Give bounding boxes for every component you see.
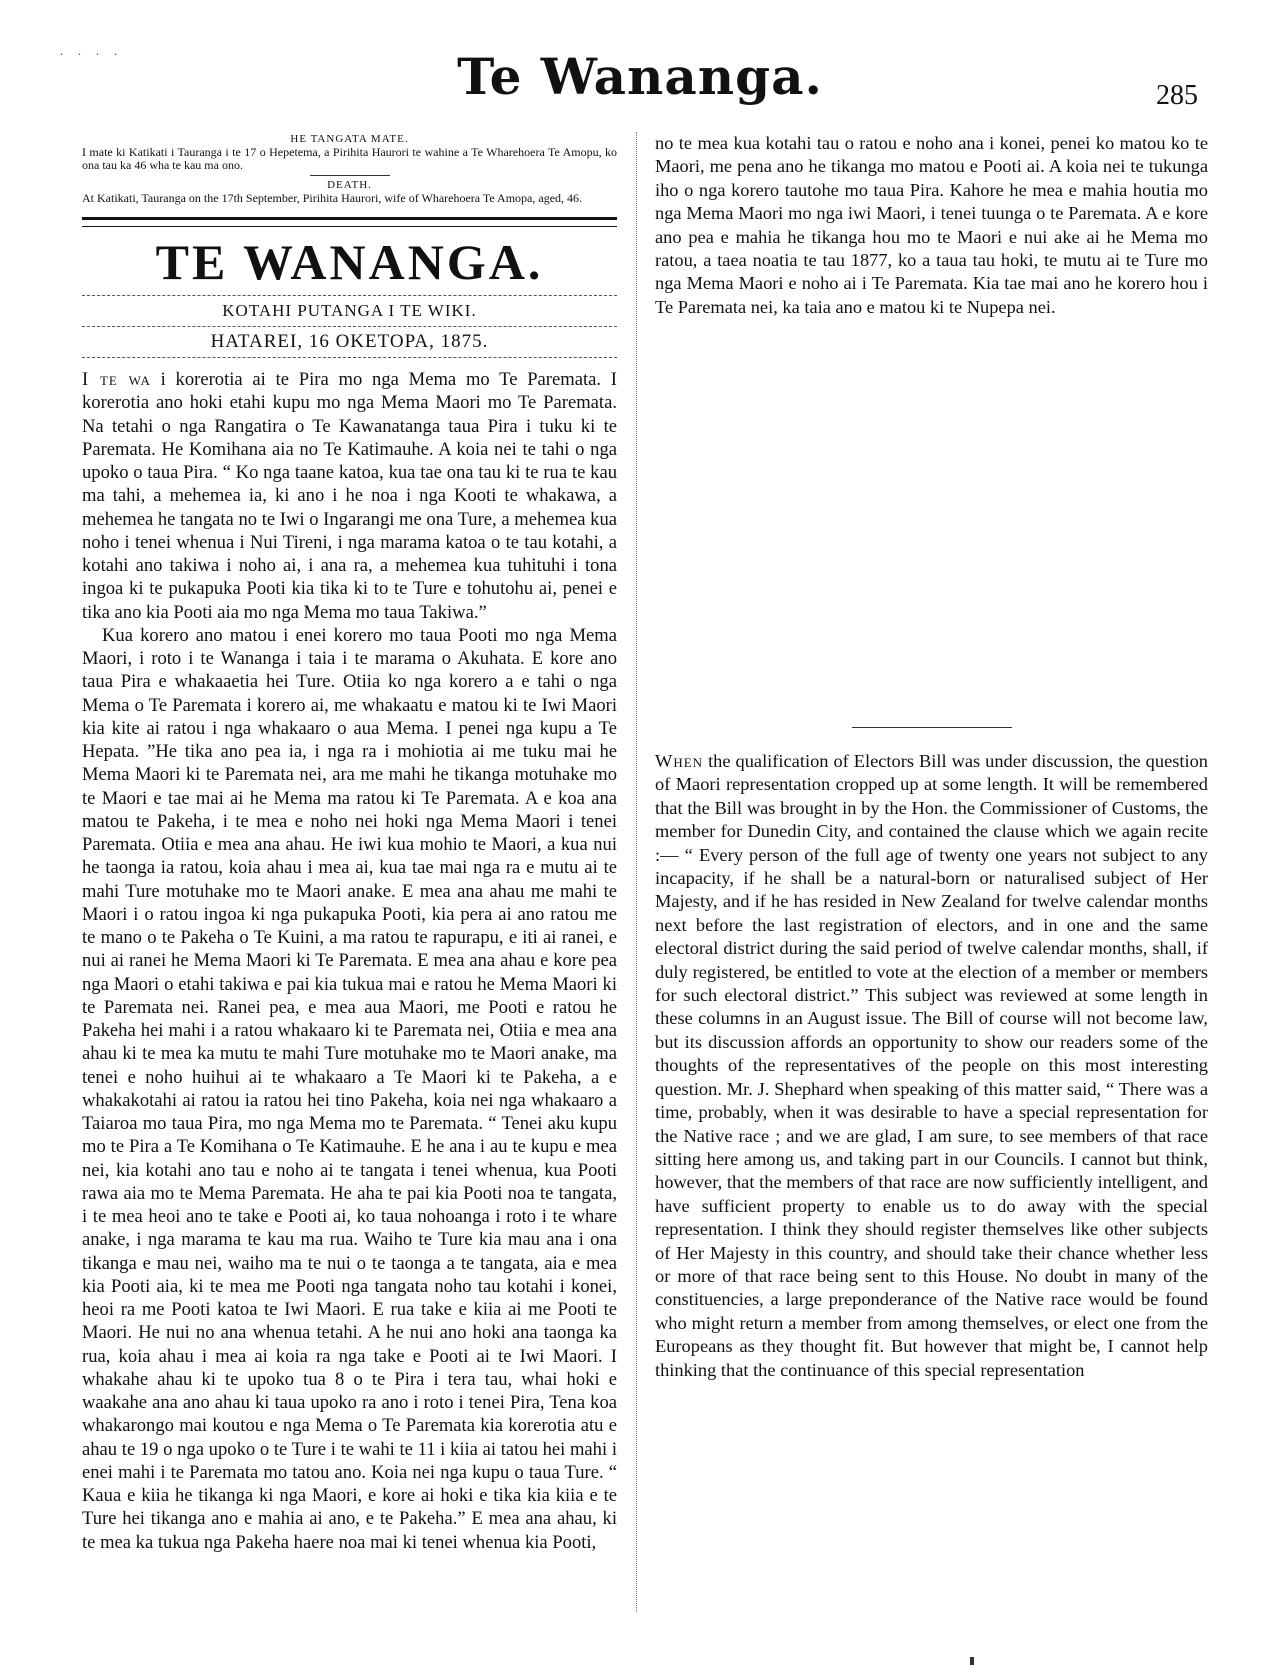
- english-article: When the qualification of Electors Bill was under discussion, the question of Maori representation cropped up at some length. It will be remembered that the Bill was brought in by the Hon. the Commissioner of Customs, the member for Dunedin City, and contained the clause which we again recite :— “ Every person of the full age of twenty one years not subject to any incapacity, if he shall be a natural-born or naturalised subject of Her Majesty, and if he has resided in New Zealand for twelve calendar months next before the last registration of electors, and in one and the same electoral district during the said period of twelve calendar months, shall, if duly registered, be entitled to vote at the election of a member or members for such electoral district.” This subject was reviewed at some length in these columns in an August issue. The Bill of course will not become law, but its discussion affords an opportunity to show our readers some of the thoughts of the representatives of the people on this most interesting question. Mr. J. Shephard when speaking of this matter said, “ There was a time, probably, when it was desirable to have a special representation for the Native race ; and we are glad, I am sure, to see members of that race sitting here among us, and taking part in our Councils. I cannot but think, however, that the members of that race are now sufficiently intelligent, and have sufficient property to enable us to do away with the special representation. I think they should register themselves like other subjects of Her Majesty in this country, and should take their chance whether less or more of that race being sent to this House. No doubt in many of the constituencies, a large preponderance of the Native race would be found who might return a member from among themselves, or elect one from the Europeans as they thought fit. But however that might be, I cannot help thinking that the continuance of this special representation: [655, 751, 1208, 1380]
- notice-rule: [310, 175, 390, 176]
- print-mark: [970, 1657, 974, 1665]
- english-article-lead-in: When: [655, 751, 704, 771]
- maori-article-paragraph-1: I te wa i korerotia ai te Pira mo nga Mema mo Te Paremata. I korerotia ano hoki etahi kupu mo nga Mema Maori mo Te Paremata. Na tetahi o nga Rangatira o Te Kawanatanga taua Pira i tuku ki te Paremata. He Komihana aia no Te Katimauhe. A koia nei te tahi o nga upoko o taua Pira. “ Ko nga taane katoa, kua tae ona tau ki te rua te kau ma tahi, a mehemea ia, ki ano i he noa i nga Kooti te whakawa, a mehemea he tangata no te Iwi o Ingarangi me ona Ture, a mehemea kua noho i tenei whenua i Nui Tireni, i nga marama katoa o te tau kotahi, a kotahi ano takiwa i noho ai, i ana ra, a mehemea kua tuhituhi i tona ingoa ki te pukapuka Pooti kia tika ki to te Ture e tohutohu ai, penei e tika ano kia Pooti aia mo nga Mema mo taua Takiwa.”: [82, 369, 617, 623]
- death-notice: [82, 132, 617, 205]
- print-specks: . . . .: [60, 44, 123, 58]
- maori-article-continued: no te mea kua kotahi tau o ratou e noho ana i konei, penei ko matou ko te Maori, me pena ano he tikanga mo matou e Pooti ai. A koia nei te tukunga iho o nga korero tautohe mo taua Pira. Kahore he mea e mahia houtia mo nga Mema Maori mo nga iwi Maori, i tenei tuunga o te Paremata. A e kore ano pea e mahia he tikanga hou mo te Maori e nui ake ai he Mema mo ratou, a taea noatia te tau 1877, ko a taua tau hoki, te mutu ai te Ture mo nga Mema Maori e noho ai i Te Paremata. Kia tae mai ano he korero hou i Te Paremata nei, ka taia ano e matou ki te Nupepa nei.: [655, 133, 1208, 317]
- page-number: 285: [1156, 80, 1198, 111]
- death-notice-english-heading: DEATH.: [327, 179, 372, 191]
- right-column: [655, 132, 1208, 1642]
- masthead-double-rule: [82, 217, 617, 227]
- issue-date: HATAREI, 16 OKETOPA, 1875.: [210, 331, 489, 352]
- death-notice-maori-text: I mate ki Katikati i Tauranga i te 17 o Hepetema, a Pirihita Haurori te wahine a Te Wharehoera Te Amopu, ko ona tau ka 46 wha te kau ma ono.: [82, 145, 617, 172]
- death-notice-english-text: At Katikati, Tauranga on the 17th September, Pirihita Haurori, wife of Wharehoera Te Amopa, aged, 46.: [82, 191, 583, 205]
- section-rule: [852, 727, 1012, 728]
- masthead-dash-rule: [82, 295, 617, 296]
- running-title: Te Wananga.: [457, 47, 823, 106]
- masthead-dash-rule: [82, 326, 617, 327]
- column-divider: [636, 132, 637, 1612]
- masthead-title: TE WANANGA.: [155, 234, 544, 290]
- masthead-dash-rule: [82, 357, 617, 358]
- death-notice-maori-heading: HE TANGATA MATE.: [290, 133, 409, 145]
- maori-article-lead-in: I te wa: [82, 369, 151, 390]
- left-column: [82, 132, 617, 1566]
- maori-article-paragraph-2: Kua korero ano matou i enei korero mo taua Pooti mo nga Mema Maori, i roto i te Wananga i taia i te marama o Akuhata. E kore ano taua Pira e whakaaetia hei Ture. Otiia ko nga korero a e tahi o nga Mema o Te Paremata i korero ai, me whakaatu e matou ki te Iwi Maori kia kite ai ratou i nga whakaaro o aua Mema. I penei nga kupu a Te Hepata. ”He tika ano pea ia, i nga ra i mohiotia ai me tuku mai he Mema Maori ki te Paremata nei, ara me mahi he tikanga motuhake mo te Maori e tae mai ai he Mema ma ratou ki Te Paremata. A e koa ana matou te Pakeha, i te mea e noho nei hoki nga Mema Maori i tenei Paremata. Otiia e mea ana ahau. He iwi kua mohio te Maori, a kua nui he taonga ia ratou, koia ahau i mea ai, kua tae mai nga ra e mutu ai te mahi Ture motuhake mo te Maori anake. E mea ana ahau me mahi te Maori i o ratou ingoa ki nga pukapuka Pooti, kia pera ai ano ratou me te mano o te Pakeha o Te Kuini, a ma ratou te rapurapu, e iti ai ranei, e nui ai ranei he Mema Maori ki Te Paremata. E mea ana ahau e kore pea nga Maori o etahi takiwa e pai kia tukua mai e ratou he Mema Maori ki te Paremata nei. Ranei pea, e mea aua Maori, me Pooti e ratou he Pakeha hei mahi i a ratou whakaaro ki te Paremata nei, Otiia e mea ana ahau ki te mea ka mutu te mahi Ture motuhake mo te Maori anake, ma tenei e noho huihui ai te whakaaro a Te Maori ki te Pakeha, a e whakakotahi ai ratou ia ratou hei tino Pakeha, koia nei nga whakaaro a Taiaroa mo taua Pira, mo nga Mema mo te Paremata. “ Tenei aku kupu mo te Pira a Te Komihana o Te Katimauhe. E he ana i au te kupu e mea nei, kia kotahi ano tau e noho ai te tangata i tenei whenua, kua Pooti rawa aia mo te Mema Paremata. He aha te pai kia Pooti noa te tangata, i te mea heoi ano te take e Pooti ai, ko taua nohoanga i roto i te whare anake, i nga marama te kau ma rua. Waiho te Ture kia mau ana i ona tikanga e mau nei, waiho ma te nui o te taonga a te tangata, aia e mea kia Pooti aia, ki te mea me Pooti nga tangata noho tau kotahi i konei, heoi ra me Pooti katoa te Iwi Maori. E rua take e kiia ai me Pooti te Maori. He nui no ana whenua tetahi. A he nui ano hoki ana taonga ka rua, koia ahau i mea ai koia ra nga take e Pooti ai te Iwi Maori. I whakahe ahau ki te upoko tua 8 o te Pira i tera tau, whai hoki e waakahe ana ano ahau ki taua upoko ra ano i roto i tenei Pira, Tena koa whakarongo mai koutou e nga Mema o Te Paremata kia korerotia atu e ahau te 19 o nga upoko o te Ture i te wahi te 11 i kiia ai tatou hei mahi i enei mahi i te Paremata mo tatou ano. Koia nei nga kupu o taua Ture. “ Kaua e kiia he tikanga ki nga Maori, e kore ai hoki e tika kia kiia e te Ture hei tikanga ano e mahia ai ano, e te Pakeha.” E mea ana ahau, ki te mea ka tukua nga Pakeha haere noa mai ki tenei whenua kia Pooti,: [82, 624, 617, 1553]
- masthead-frequency: KOTAHI PUTANGA I TE WIKI.: [222, 301, 477, 320]
